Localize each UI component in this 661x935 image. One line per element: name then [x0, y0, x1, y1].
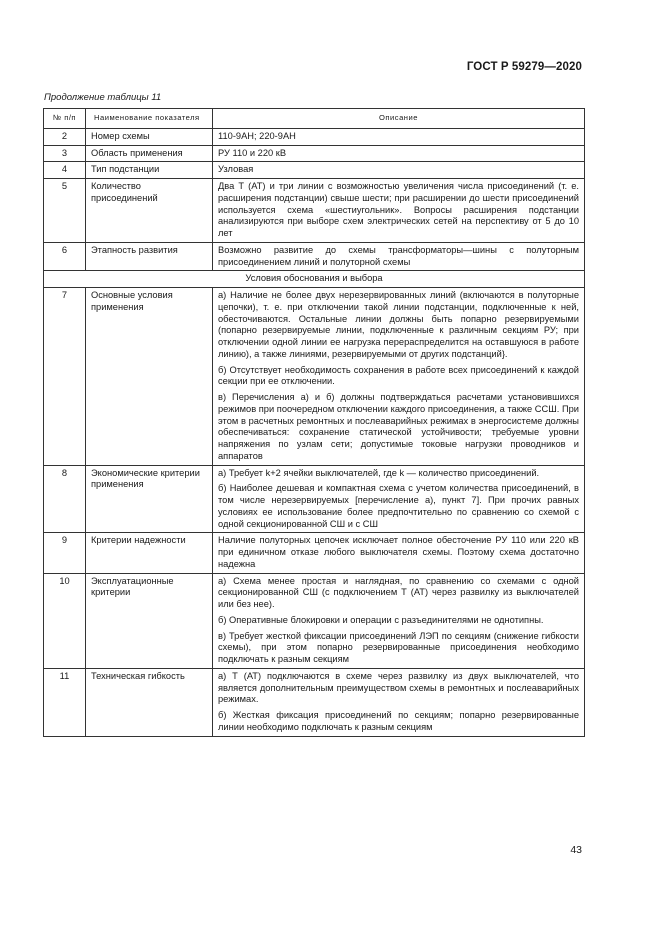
indicator-name: Критерии надежности	[86, 533, 213, 573]
indicator-name: Эксплуатационные критерии	[86, 573, 213, 668]
section-title: Условия обоснования и выбора	[44, 271, 585, 288]
row-number: 7	[44, 288, 86, 466]
description-paragraph: Наличие полуторных цепочек исключает полное обесточение РУ 110 или 220 кВ при единичном отказе любого выключателя схемы. Поэтому схема достаточно надежна	[218, 535, 579, 569]
description-paragraph: а) Т (АТ) подключаются в схеме через развилку из двух выключателей, что является дополнительным преимуществом схемы в ремонтных и послеаварийных режимах.	[218, 670, 579, 705]
table-row	[44, 533, 585, 573]
description-paragraph: в) Перечисления а) и б) должны подтверждаться расчетами установившихся режимов при поочередном отключении каждого присоединения, а также ССШ. При этом в расчетных ремонтных и послеаварийных режимах в энергосистеме должны обеспечиваться: сохранение статической устойчивости; требуемые уровни напряжения по узлам сети; допустимые токовые нагрузки проводников и аппаратов	[218, 392, 579, 461]
indicator-description	[213, 162, 585, 179]
indicator-name: Экономические критерии применения	[86, 465, 213, 533]
row-number: 8	[44, 465, 86, 533]
section-row	[44, 271, 585, 288]
description-paragraph: Два Т (АТ) и три линии с возможностью увеличения числа присоединений (т. е. расширения подстанции) свыше шести; при расширении до шести присоединений используется схема «шестиугольник». Вопросы расширения подстанции анализируются при выборе схем электрических сетей на перспективу от 5 до 10 лет	[218, 181, 579, 238]
row-number: 11	[44, 668, 86, 736]
indicator-description	[213, 465, 585, 533]
indicator-name: Техническая гибкость	[86, 668, 213, 736]
indicator-name: Тип подстанции	[86, 162, 213, 179]
table-row	[44, 668, 585, 736]
description-paragraph: б) Оперативные блокировки и операции с разъединителями не однотипны.	[218, 614, 544, 625]
indicator-description	[213, 145, 585, 162]
indicator-name: Количество присоединений	[86, 179, 213, 243]
row-number: 2	[44, 128, 86, 145]
indicator-name: Область применения	[86, 145, 213, 162]
table-row	[44, 288, 585, 466]
standard-code: ГОСТ Р 59279—2020	[466, 61, 582, 73]
indicator-description	[213, 668, 585, 736]
table-continuation-caption: Продолжение таблицы 11	[44, 92, 162, 103]
description-paragraph: б) Наиболее дешевая и компактная схема с учетом количества присоединений, в том числе нерезервируемых [перечисление а), пункт 7]. При прочих равных условиях ее использование более предпочтительно по сравнению со схемой с одной секционированной СШ и с СШ	[218, 483, 579, 529]
column-header-name: Наименование показателя	[86, 109, 213, 129]
indicator-name: Этапность развития	[86, 242, 213, 271]
column-header-number: № п/п	[44, 109, 86, 129]
indicator-description	[213, 288, 585, 466]
description-paragraph: Узловая	[218, 164, 254, 175]
page-number: 43	[570, 844, 582, 856]
indicator-description	[213, 242, 585, 271]
table-row	[44, 128, 585, 145]
description-paragraph: а) Схема менее простая и наглядная, по сравнению со схемами с одной секционированной СШ (с подключением Т (АТ) через развилку из выключателей или без нее).	[218, 575, 579, 609]
row-number: 5	[44, 179, 86, 243]
row-number: 6	[44, 242, 86, 271]
description-paragraph: Возможно развитие до схемы трансформаторы—шины с полуторным присоединением линий и полуторной схемы	[218, 244, 579, 267]
table-row	[44, 465, 585, 533]
table-header-row	[44, 109, 585, 129]
description-paragraph: б) Жесткая фиксация присоединений по секциям; попарно резервированные линии необходимо подключать к разным секциям	[218, 710, 579, 732]
description-paragraph: а) Наличие не более двух нерезервированных линий (включаются в полуторные цепочки), т. е. при отключении такой линии подстанции, подключенные к ней, обесточиваются. Остальные линии должны быть попарно резервируемыми (попарно резервируемые линии, подключенные к различным секциям РУ; при отключении одной линии ее нагрузка перераспределится на оставшуюся в работе линию), а также линиями, резервируемыми от других подстанций}.	[218, 290, 579, 359]
description-paragraph: а) Требует k+2 ячейки выключателей, где k — количество присоединений.	[218, 467, 540, 478]
indicator-description	[213, 128, 585, 145]
row-number: 9	[44, 533, 86, 573]
row-number: 3	[44, 145, 86, 162]
indicator-description	[213, 533, 585, 573]
description-paragraph: РУ 110 и 220 кВ	[218, 147, 287, 158]
table-row	[44, 145, 585, 162]
indicators-table	[43, 108, 585, 737]
table-row	[44, 573, 585, 668]
table-row	[44, 242, 585, 271]
indicator-description	[213, 179, 585, 243]
indicator-name: Номер схемы	[86, 128, 213, 145]
description-paragraph: 110-9АН; 220-9АН	[218, 130, 296, 141]
row-number: 4	[44, 162, 86, 179]
row-number: 10	[44, 573, 86, 668]
table-row	[44, 162, 585, 179]
column-header-description: Описание	[213, 109, 585, 129]
indicator-description	[213, 573, 585, 668]
indicator-name: Основные условия применения	[86, 288, 213, 466]
description-paragraph: б) Отсутствует необходимость сохранения в работе всех присоединений к каждой секции при ее отключении.	[218, 364, 579, 387]
description-paragraph: в) Требует жесткой фиксации присоединений ЛЭП по секциям (снижение гибкости схемы), при этом попарно резервированные присоединения необходимо подключать к разным секциям	[218, 630, 579, 664]
table-row	[44, 179, 585, 243]
